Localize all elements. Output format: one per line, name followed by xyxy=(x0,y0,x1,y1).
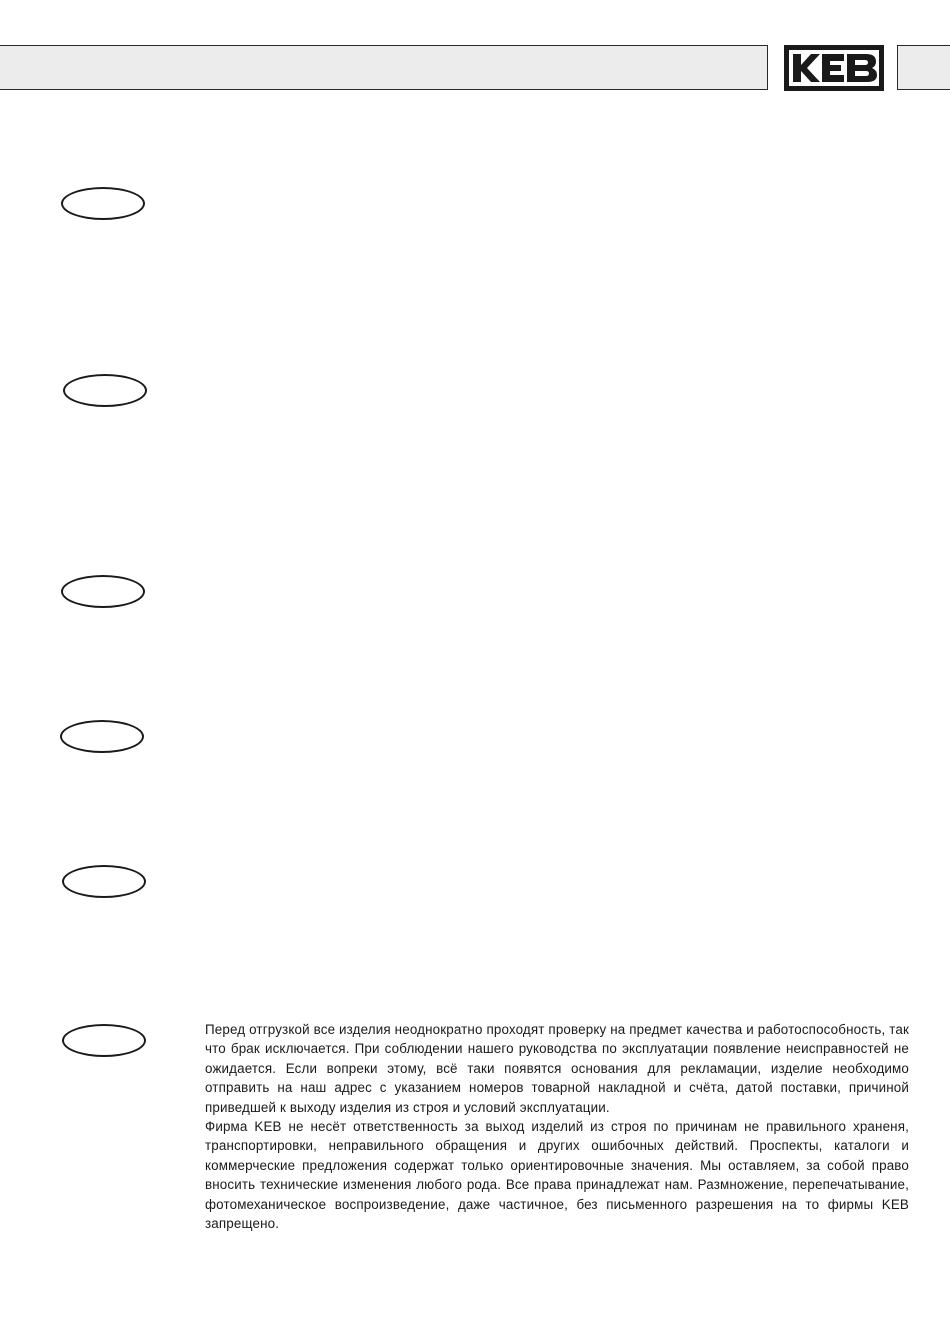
language-marker-3 xyxy=(61,575,145,608)
language-marker-1 xyxy=(61,187,145,220)
header-bar xyxy=(0,45,768,90)
warranty-text xyxy=(205,1020,909,1233)
warranty-paragraph-2: Фирма KEB не несёт ответственность за выход изделий из строя по причинам не правильного храненя, транспортировки, неправильного обращения и других ошибочных действий. Проспекты, каталоги и коммерческие предложения содержат только ориентировочные значения. Мы оставляем, за собой право вносить технические изменения любого рода. Все права принадлежат нам. Размножение, перепечатывание, фотомеханическое воспроизведение, даже частичное, без письменного разрешения на то фирмы KEB запрещено. xyxy=(205,1119,909,1232)
keb-logo xyxy=(784,45,884,91)
keb-logo-icon xyxy=(784,45,884,91)
header-bar-right xyxy=(897,45,950,90)
language-marker-5 xyxy=(62,865,146,898)
language-marker-2 xyxy=(63,374,147,407)
language-marker-4 xyxy=(60,720,144,753)
language-marker-6 xyxy=(62,1024,146,1057)
warranty-paragraph-1: Перед отгрузкой все изделия неоднократно проходят проверку на предмет качества и работоспособность, так что брак исключается. При соблюдении нашего руководства по эксплуатации появление неисправностей не ожидается. Если вопреки этому, всё таки появятся основания для рекламации, изделие необходимо отправить на наш адрес с указанием номеров товарной накладной и счёта, датой поставки, причиной приведшей к выходу изделия из строя и условий эксплуатации. xyxy=(205,1022,909,1115)
